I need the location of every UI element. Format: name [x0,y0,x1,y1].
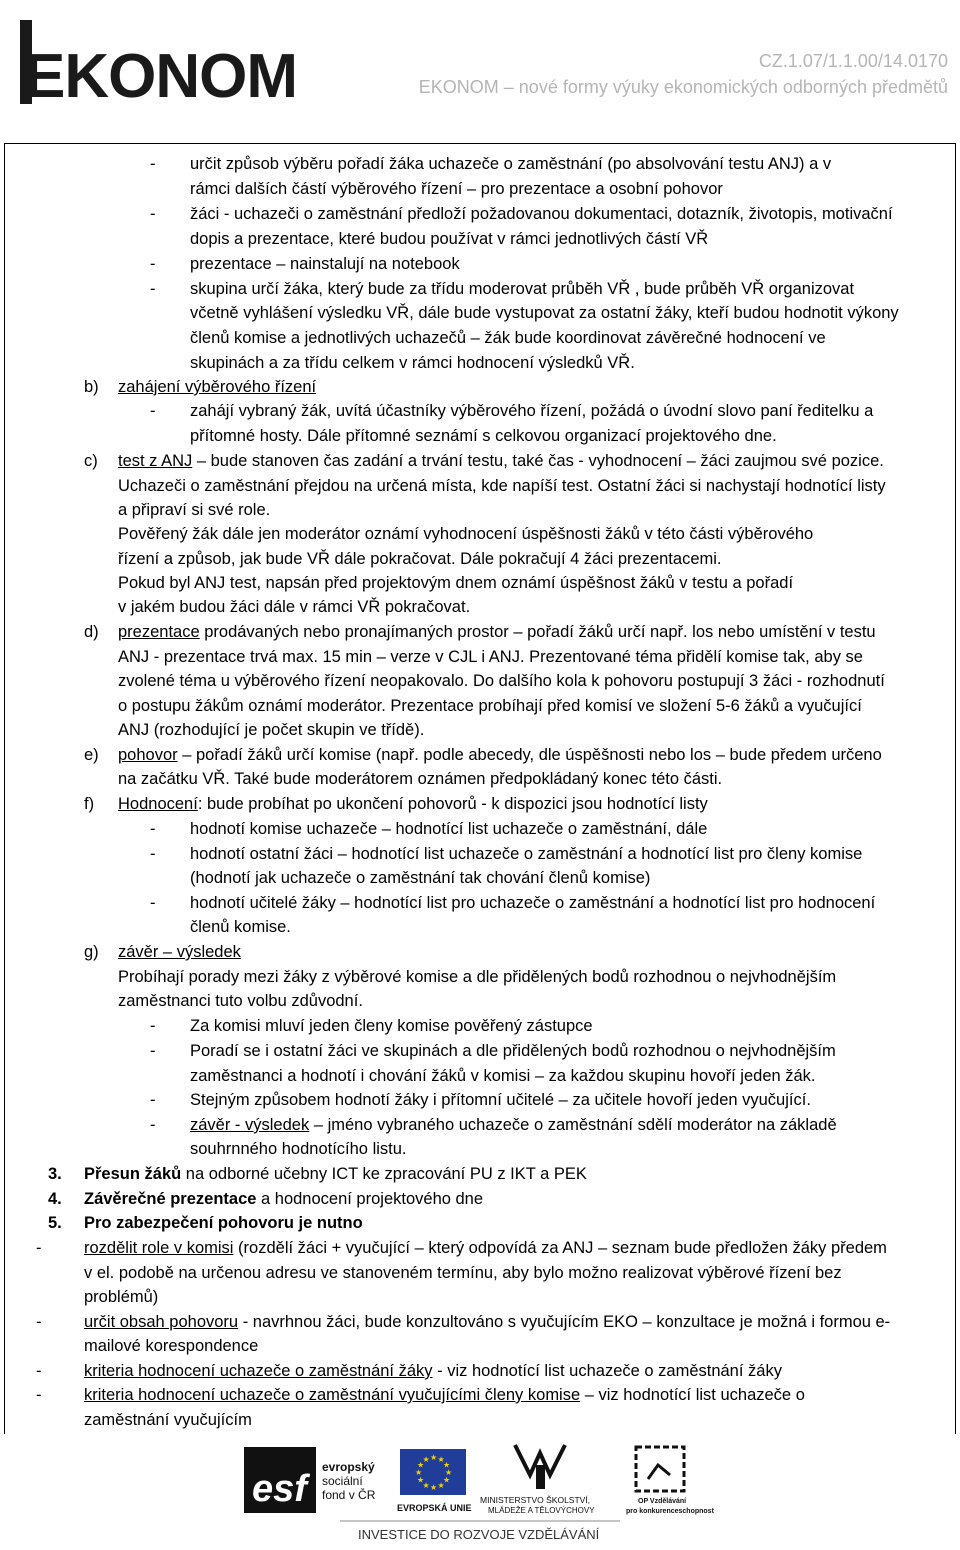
eu-star: ★ [443,1475,451,1485]
eu-logo [397,1449,472,1513]
dash: - [150,1017,156,1035]
text-line: hodnotí komise uchazeče – hodnotící list uchazeče o zaměstnání, dále [190,820,708,838]
footer-tagline: INVESTICE DO ROZVOJE VZDĚLÁVÁNÍ [358,1527,600,1542]
text-line: Poradí se i ostatní žáci ve skupinách a dle přidělených bodů rozhodnou o nejvhodnějším [190,1041,836,1060]
text-line: Pokud byl ANJ test, napsán před projektovým dnem oznámí úspěšnost žáků v testu a pořadí [118,574,794,592]
text-line: přítomné hosty. Dále přítomné seznámí s celkovou organizací projektového dne. [190,427,777,445]
op-logo [626,1447,715,1515]
text-line: na začátku VŘ. Také bude moderátorem oznámen předpokládaný konec této části. [118,770,723,788]
text-line: členů komise. [190,918,291,936]
text-rest: – bude stanoven čas zadání a trvání testu, také čas - vyhodnocení – žáci zaujmou své pozice. [192,452,884,470]
section-title: test z ANJ [118,452,193,470]
logo-text: EKONOM [24,42,297,111]
project-code: CZ.1.07/1.1.00/14.0170 [758,51,948,71]
section-title: pohovor [118,746,178,764]
text-rest: – pořadí žáků určí komise (např. podle abecedy, dle úspěšnosti nebo los – bude předem určeno [177,746,882,764]
item-label: d) [84,623,99,641]
text-line: v el. podobě na určenou adresu ve stanoveném termínu, aby bylo možno realizovat výběrové řízení bez [84,1264,842,1282]
esf-line3: fond v ČR [322,1488,376,1502]
dash: - [150,893,156,912]
section-title: prezentace [118,623,200,641]
item-label: b) [84,378,99,396]
text-line: žáci - uchazeči o zaměstnání předloží požadovanou dokumentaci, dotazník, životopis, motivační [190,204,893,223]
text-line: včetně vyhlášení výsledku VŘ, dále bude vystupovat za ostatní žáky, kteří budou hodnotit výkony [190,304,899,323]
ekonom-logo [10,8,300,111]
step-number: 4. [48,1190,62,1208]
dash: - [150,1116,156,1134]
text-line: o postupu žákům oznámí moderátor. Prezentace probíhají před komisí ve složení 5-6 žáků a vyučující [118,697,862,715]
footer-logo-strip [240,1435,720,1545]
section-title: zahájení výběrového řízení [118,378,317,396]
eu-star: ★ [443,1460,451,1470]
dash: - [150,204,156,223]
text-line: problémů) [84,1288,159,1306]
text-line [118,620,876,644]
dash: - [36,1362,42,1380]
text-line: dopis a prezentace, které budou používat v rámci jednotlivých částí VŘ [190,229,709,248]
item-label: g) [84,943,99,961]
underlined-term: kriteria hodnocení uchazeče o zaměstnání žáky [84,1362,433,1380]
dash: - [150,155,156,173]
text-line: Uchazeči o zaměstnání přejdou na určená místa, kde napíší test. Ostatní žáci si nachystají hodnotící listy [118,477,886,495]
dash: - [150,1091,156,1110]
text-line [118,792,708,816]
text-line: Za komisi mluví jeden členy komise pověřený zástupce [190,1017,593,1035]
text-line: hodnotí učitelé žáky – hodnotící list pro uchazeče o zaměstnání a hodnotící list pro hodnocení [190,893,876,912]
text-line [84,1359,782,1383]
text-line: skupinách a za třídu celkem v rámci hodnocení výsledků VŘ. [190,354,635,373]
page-header [0,0,960,140]
eu-label: EVROPSKÁ UNIE [397,1503,472,1513]
step-number: 3. [48,1165,62,1183]
eu-star: ★ [437,1455,445,1464]
underlined-term: kriteria hodnocení uchazeče o zaměstnání vyučujícími členy komise [84,1386,581,1404]
text-line [118,449,884,473]
text-rest: a hodnocení projektového dne [256,1190,484,1208]
text-rest: - navrhnou žáci, bude konzultováno s vyučujícím EKO – konzultace je možná i formou e- [238,1313,891,1331]
text-rest: – viz hodnotící list uchazeče o [580,1386,805,1404]
text-line: hodnotí ostatní žáci – hodnotící list uchazeče o zaměstnání a hodnotící list pro členy komise [190,844,863,863]
text-line [84,1162,587,1186]
text-line: Pověřený žák dále jen moderátor oznámí vyhodnocení úspěšnosti žáků v této části výběrového [118,525,814,543]
dash: - [36,1239,42,1257]
text-line: ANJ (rozhodující je počet skupin ve třídě). [118,721,425,739]
section-title: závěr – výsledek [118,943,241,961]
underlined-term: určit obsah pohovoru [84,1313,239,1331]
dash: - [150,820,156,838]
text-rest: – jméno vybraného uchazeče o zaměstnání sdělí moderátor na základě [309,1116,837,1134]
dash: - [150,279,156,298]
project-title: EKONOM – nové formy výuky ekonomických odborných předmětů [418,77,948,97]
text-line: zaměstnání vyučujícím [84,1411,252,1429]
text-line: a připraví si své role. [118,501,271,519]
text-line: Stejným způsobem hodnotí žáky i přítomní učitelé – za učitele hovoří jeden vyučující. [190,1091,811,1110]
text-rest: prodávaných nebo pronajímaných prostor – pořadí žáků určí např. los nebo umístění v testu [199,623,876,641]
eu-star: ★ [430,1483,438,1492]
item-label: c) [84,452,98,470]
esf-line1: evropský [322,1460,375,1474]
dash: - [36,1313,42,1331]
dash: - [150,254,156,273]
text-line [118,743,882,767]
text-line [84,1187,483,1211]
bold-term: Přesun žáků [84,1165,182,1183]
eu-star: ★ [417,1460,425,1470]
text-line: Probíhají porady mezi žáky z výběrové komise a dle přidělených bodů rozhodnou o nejvhodnějším [118,968,837,986]
underlined-term: závěr - výsledek [190,1116,310,1134]
eu-star: ★ [417,1475,425,1485]
dash: - [150,844,156,863]
text-line [84,1383,805,1407]
text-rest: (rozdělí žáci + vyučující – který odpovídá za ANJ – seznam bude předložen žáky předem [233,1239,887,1257]
eu-star: ★ [422,1481,430,1490]
text-line [84,1310,890,1334]
bold-term: Závěrečné prezentace [84,1190,257,1208]
op-line2: pro konkurenceschopnost [626,1508,714,1515]
step-number: 5. [48,1214,62,1232]
msmt-line2: MLÁDEŽE A TĚLOVÝCHOVY [488,1506,595,1515]
text-line: ANJ - prezentace trvá max. 15 min – verze v CJL i ANJ. Prezentované téma přidělí komise tak, aby se [118,648,863,666]
footer-logos [240,1435,720,1545]
esf-logo [244,1447,376,1513]
op-check-icon [648,1465,670,1479]
project-info [419,48,948,100]
text-line: zaměstnanci a hodnotí i chování žáků v komisi – za každou skupinu hovoří jeden žák. [190,1066,816,1085]
dash: - [150,1041,156,1060]
op-line1: OP Vzdělávání [638,1498,687,1505]
eu-star: ★ [445,1468,453,1477]
item-label: e) [84,746,99,764]
text-line: řízení a způsob, jak bude VŘ dále pokračovat. Dále pokračují 4 žáci prezentacemi. [118,550,722,568]
dash: - [36,1386,42,1404]
msmt-line1: MINISTERSTVO ŠKOLSTVÍ, [480,1495,591,1505]
text-rest: : bude probíhat po ukončení pohovorů - k dispozici jsou hodnotící listy [197,795,708,813]
underlined-term: rozdělit role v komisi [84,1239,234,1257]
eu-star: ★ [422,1455,430,1464]
eu-star: ★ [437,1481,445,1490]
text-line: rámci dalších částí výběrového řízení – pro prezentace a osobní pohovor [190,179,723,198]
text-rest: na odborné učebny ICT ke zpracování PU z IKT a PEK [181,1165,587,1183]
text-line: mailové korespondence [84,1337,259,1355]
msmt-logo [480,1445,595,1515]
eu-star: ★ [430,1453,438,1462]
text-line: zvolené téma u výběrového řízení neopakovalo. Do dalšího kola k pohovoru postupují 3 žáci - rozhodnutí [118,672,885,690]
bold-term: Pro zabezpečení pohovoru je nutno [84,1214,363,1232]
msmt-bar [536,1465,545,1489]
text-rest: - viz hodnotící list uchazeče o zaměstnání žáky [432,1362,782,1380]
text-line: členů komise a jednotlivých uchazečů – žák bude koordinovat závěrečné hodnocení ve [190,329,826,348]
text-line [84,1236,887,1260]
esf-line2: sociální [322,1474,363,1488]
esf-mark-text: esf [252,1468,307,1510]
text-line: (hodnotí jak uchazeče o zaměstnání tak chování členů komise) [190,869,651,887]
eu-star: ★ [415,1468,423,1477]
text-line: zahájí vybraný žák, uvítá účastníky výběrového řízení, požádá o úvodní slovo paní ředitelku a [190,402,874,420]
dash: - [150,402,156,420]
text-line: prezentace – nainstalují na notebook [190,254,460,273]
text-line: souhrnného hodnotícího listu. [190,1140,407,1158]
op-frame [636,1447,684,1491]
text-line: určit způsob výběru pořadí žáka uchazeče o zaměstnání (po absolvování testu ANJ) a v [190,155,832,173]
section-title: Hodnocení [118,795,198,813]
text-line: zaměstnanci tuto volbu zdůvodní. [118,992,363,1010]
item-label: f) [84,795,95,813]
text-line [190,1113,837,1137]
text-line: v jakém budou žáci dále v rámci VŘ pokračovat. [118,598,471,616]
text-line: skupina určí žáka, který bude za třídu moderovat průběh VŘ , bude průběh VŘ organizovat [190,279,855,298]
